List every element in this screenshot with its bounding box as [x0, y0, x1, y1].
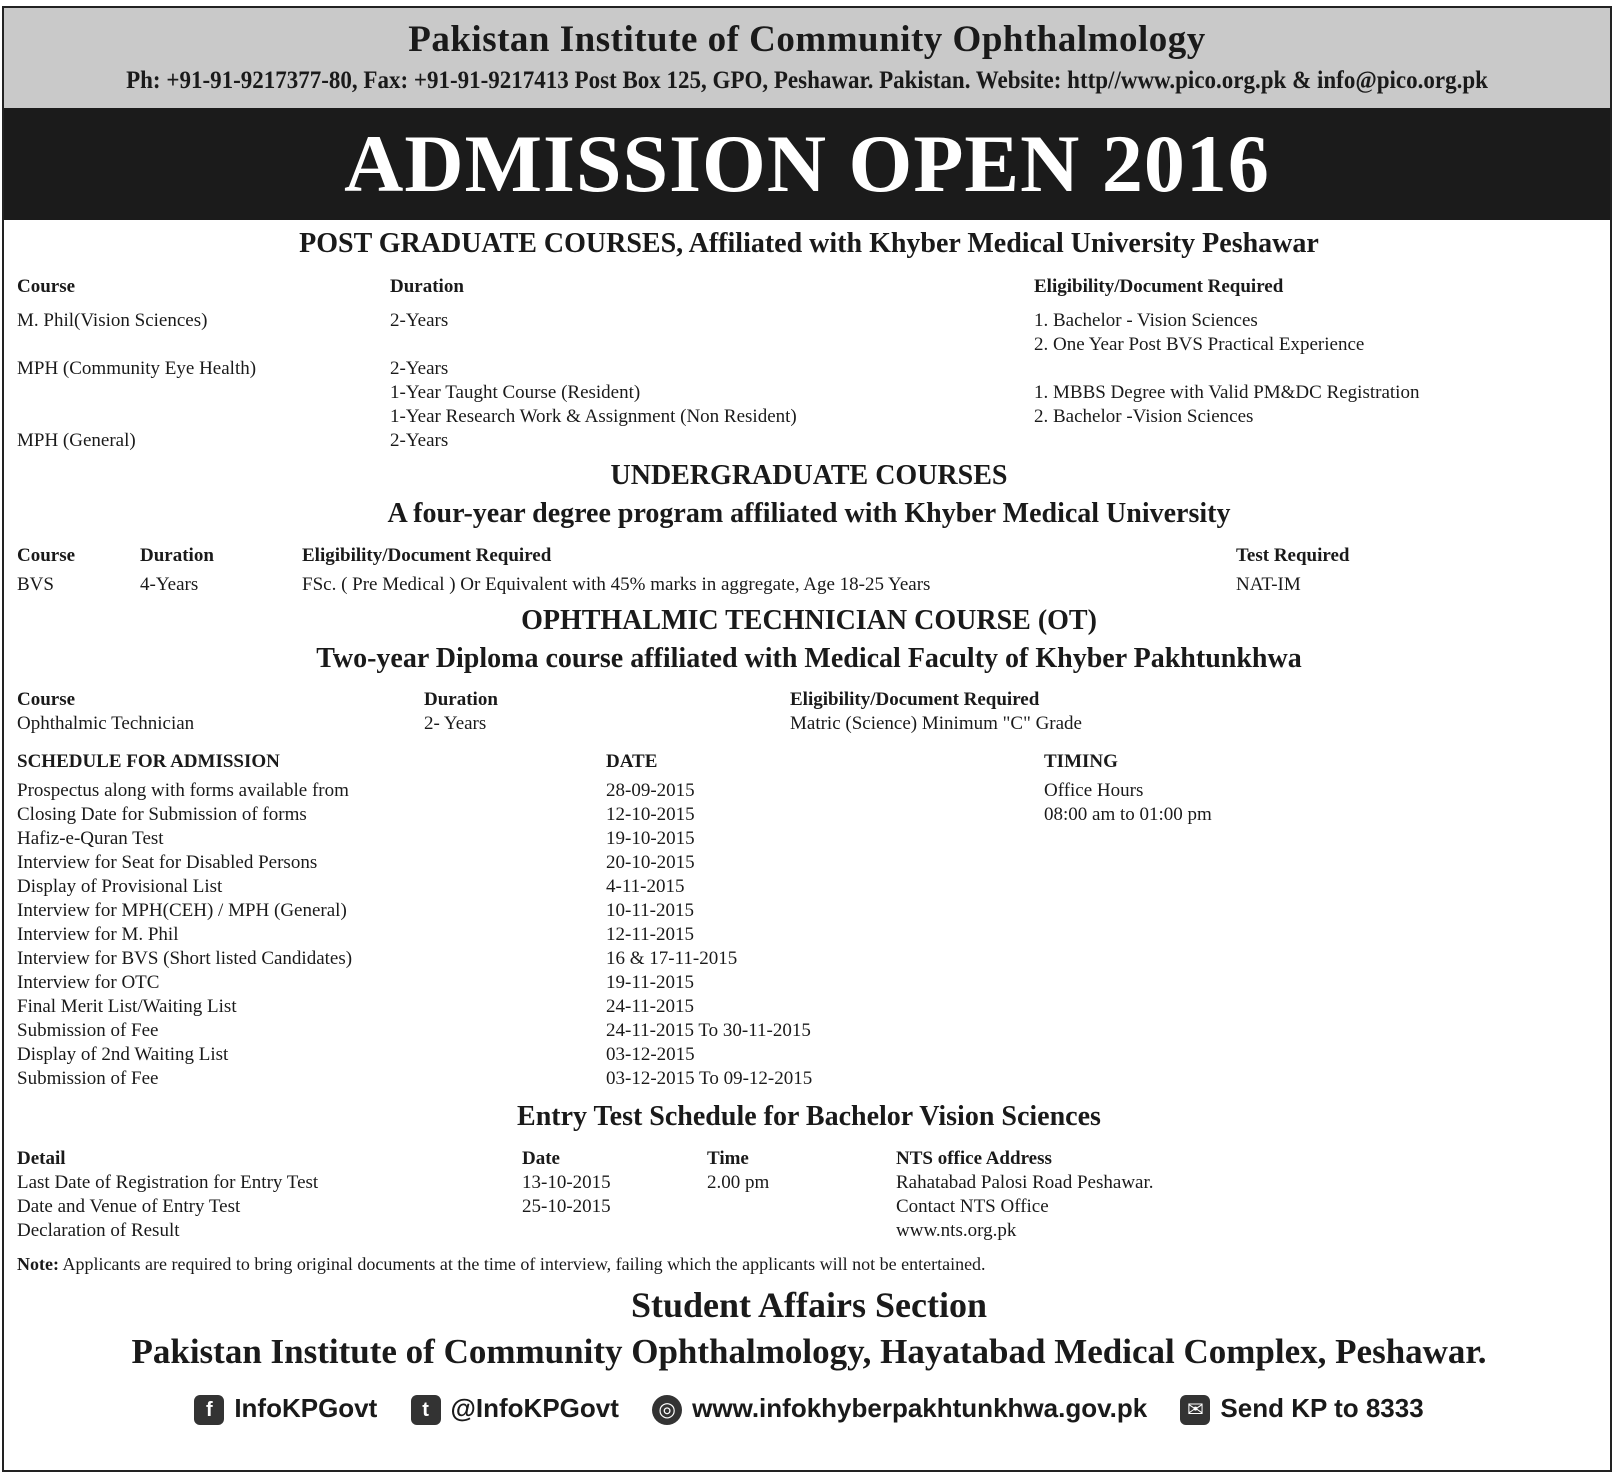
schedule-item: Display of 2nd Waiting List — [17, 1044, 229, 1065]
institute-address: Pakistan Institute of Community Ophthalmology, Hayatabad Medical Complex, Peshawar. — [131, 1332, 1487, 1371]
schedule-item: Final Merit List/Waiting List — [17, 996, 237, 1017]
org-name: Pakistan Institute of Community Ophthalmology — [408, 19, 1206, 60]
pg-header-eligibility: Eligibility/Document Required — [1034, 276, 1284, 297]
twitter-link[interactable] — [411, 1393, 619, 1425]
entry-detail: Last Date of Registration for Entry Test — [17, 1172, 319, 1193]
entry-detail: Date and Venue of Entry Test — [17, 1196, 241, 1217]
schedule-item: Submission of Fee — [17, 1020, 159, 1041]
header-band — [4, 8, 1610, 108]
pg-header-course: Course — [17, 276, 76, 297]
pg-eligibility: 1. MBBS Degree with Valid PM&DC Registration — [1034, 382, 1420, 403]
student-affairs-title: Student Affairs Section — [630, 1285, 987, 1325]
pg-course: M. Phil(Vision Sciences) — [17, 310, 208, 331]
website-url: www.infokhyberpakhtunkhwa.gov.pk — [692, 1393, 1148, 1424]
undergrad-subtitle: A four-year degree program affiliated with Khyber Medical University — [387, 498, 1231, 529]
schedule-date: 12-10-2015 — [606, 804, 695, 825]
ot-header-course: Course — [17, 689, 76, 710]
schedule-date: 4-11-2015 — [606, 876, 685, 897]
schedule-item: Display of Provisional List — [17, 876, 223, 897]
pg-eligibility: 2. Bachelor -Vision Sciences — [1034, 406, 1254, 427]
note — [17, 1254, 986, 1275]
pg-duration: 1-Year Taught Course (Resident) — [390, 382, 641, 403]
entry-date: 25-10-2015 — [522, 1196, 611, 1217]
schedule-date: 16 & 17-11-2015 — [606, 948, 738, 969]
entry-header-detail: Detail — [17, 1148, 66, 1169]
ot-eligibility: Matric (Science) Minimum "C" Grade — [790, 713, 1082, 734]
ug-header-course: Course — [17, 545, 76, 566]
entry-detail: Declaration of Result — [17, 1220, 180, 1241]
facebook-handle: InfoKPGovt — [234, 1393, 378, 1424]
note-label: Note: — [17, 1254, 59, 1274]
schedule-date: 03-12-2015 — [606, 1044, 695, 1065]
pg-duration: 2-Years — [390, 358, 449, 379]
schedule-date: 24-11-2015 To 30-11-2015 — [606, 1020, 811, 1041]
website-link[interactable] — [652, 1393, 1147, 1425]
social-row — [4, 1392, 1614, 1425]
entry-address: Contact NTS Office — [896, 1196, 1049, 1217]
entry-test-title: Entry Test Schedule for Bachelor Vision Sciences — [517, 1101, 1101, 1132]
advertisement — [2, 6, 1612, 1472]
twitter-icon: t — [411, 1395, 441, 1425]
ug-course: BVS — [17, 574, 54, 595]
schedule-date-header: DATE — [606, 751, 658, 772]
schedule-item: Closing Date for Submission of forms — [17, 804, 307, 825]
ug-duration: 4-Years — [140, 574, 199, 595]
schedule-date: 28-09-2015 — [606, 780, 695, 801]
entry-address: www.nts.org.pk — [896, 1220, 1017, 1241]
sms-text: Send KP to 8333 — [1220, 1393, 1424, 1424]
schedule-item: Interview for Seat for Disabled Persons — [17, 852, 318, 873]
schedule-date: 10-11-2015 — [606, 900, 694, 921]
entry-address: Rahatabad Palosi Road Peshawar. — [896, 1172, 1154, 1193]
schedule-date: 19-10-2015 — [606, 828, 695, 849]
ug-header-duration: Duration — [140, 545, 214, 566]
ug-test: NAT-IM — [1236, 574, 1301, 595]
schedule-date: 03-12-2015 To 09-12-2015 — [606, 1068, 813, 1089]
entry-header-address: NTS office Address — [896, 1148, 1052, 1169]
schedule-header: SCHEDULE FOR ADMISSION — [17, 751, 280, 772]
pg-course: MPH (Community Eye Health) — [17, 358, 257, 379]
timing-hours: 08:00 am to 01:00 pm — [1044, 804, 1212, 825]
twitter-handle: @InfoKPGovt — [450, 1393, 619, 1424]
pg-duration: 2-Years — [390, 430, 449, 451]
admission-banner: ADMISSION OPEN 2016 — [4, 108, 1610, 220]
sms-link[interactable] — [1180, 1393, 1423, 1425]
entry-header-time: Time — [707, 1148, 749, 1169]
ot-course: Ophthalmic Technician — [17, 713, 195, 734]
ot-duration: 2- Years — [424, 713, 487, 734]
facebook-icon: f — [194, 1395, 224, 1425]
entry-time: 2.00 pm — [707, 1172, 770, 1193]
entry-date: 13-10-2015 — [522, 1172, 611, 1193]
schedule-date: 12-11-2015 — [606, 924, 694, 945]
pg-duration: 2-Years — [390, 310, 449, 331]
undergrad-title: UNDERGRADUATE COURSES — [610, 460, 1008, 491]
ug-header-test: Test Required — [1236, 545, 1350, 566]
ot-header-eligibility: Eligibility/Document Required — [790, 689, 1040, 710]
ug-eligibility: FSc. ( Pre Medical ) Or Equivalent with 45% marks in aggregate, Age 18-25 Years — [302, 574, 931, 595]
schedule-item: Prospectus along with forms available from — [17, 780, 349, 801]
facebook-link[interactable] — [194, 1393, 377, 1425]
schedule-date: 19-11-2015 — [606, 972, 694, 993]
schedule-item: Interview for MPH(CEH) / MPH (General) — [17, 900, 347, 921]
ot-header-duration: Duration — [424, 689, 498, 710]
pg-eligibility: 2. One Year Post BVS Practical Experience — [1034, 334, 1365, 355]
schedule-timing-header: TIMING — [1044, 751, 1118, 772]
ot-title: OPHTHALMIC TECHNICIAN COURSE (OT) — [521, 605, 1097, 636]
postgrad-title: POST GRADUATE COURSES, Affiliated with Khyber Medical University Peshawar — [299, 228, 1319, 259]
timing-office-hours: Office Hours — [1044, 780, 1144, 801]
schedule-item: Submission of Fee — [17, 1068, 159, 1089]
pg-course: MPH (General) — [17, 430, 136, 451]
schedule-date: 24-11-2015 — [606, 996, 694, 1017]
ot-subtitle: Two-year Diploma course affiliated with Medical Faculty of Khyber Pakhtunkhwa — [316, 643, 1302, 674]
schedule-item: Interview for BVS (Short listed Candidates) — [17, 948, 353, 969]
contact-line: Ph: +91-91-9217377-80, Fax: +91-91-9217413 Post Box 125, GPO, Peshawar. Pakistan. Website: http//www.pico.org.pk & info@pico.org.pk — [126, 67, 1488, 94]
globe-icon: ◎ — [652, 1395, 682, 1425]
schedule-date: 20-10-2015 — [606, 852, 695, 873]
pg-duration: 1-Year Research Work & Assignment (Non Resident) — [390, 406, 797, 427]
pg-eligibility: 1. Bachelor - Vision Sciences — [1034, 310, 1258, 331]
schedule-item: Hafiz-e-Quran Test — [17, 828, 164, 849]
entry-header-date: Date — [522, 1148, 560, 1169]
schedule-item: Interview for OTC — [17, 972, 160, 993]
pg-header-duration: Duration — [390, 276, 464, 297]
schedule-item: Interview for M. Phil — [17, 924, 179, 945]
sms-icon: ✉ — [1180, 1395, 1210, 1425]
ug-header-eligibility: Eligibility/Document Required — [302, 545, 552, 566]
note-text: Applicants are required to bring original documents at the time of interview, failing which the applicants will not be entertained. — [62, 1254, 986, 1274]
